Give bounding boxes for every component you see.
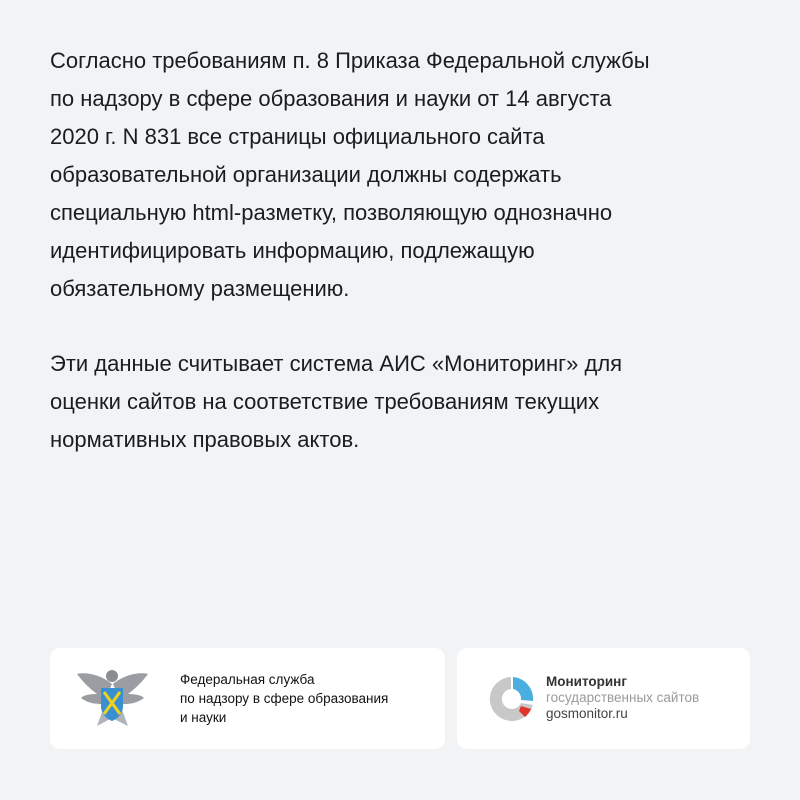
rosobrnadzor-emblem-icon (75, 664, 150, 736)
text-line: 2020 г. N 831 все страницы официального сайта (50, 124, 545, 149)
gosmonitor-text (546, 674, 699, 722)
text-line: по надзору в сфере образования и науки от 14 августа (50, 86, 612, 111)
text-line: специальную html-разметку, позволяющую однозначно (50, 200, 613, 225)
text-line: идентифицировать информацию, подлежащую (50, 238, 535, 263)
gosmonitor-url: gosmonitor.ru (546, 706, 628, 721)
rosobrnadzor-card (50, 648, 445, 749)
text-line: по надзору в сфере образования (180, 691, 389, 706)
gosmonitor-logo-icon (487, 675, 535, 723)
gosmonitor-card (457, 648, 750, 749)
text-line: оценки сайтов на соответствие требованиям текущих (50, 389, 600, 414)
gosmonitor-subtitle: государственных сайтов (546, 690, 700, 705)
requirements-paragraph (50, 42, 770, 308)
text-line: Федеральная служба (180, 672, 315, 687)
text-line: обязательному размещению. (50, 276, 350, 301)
monitoring-paragraph (50, 345, 770, 459)
text-line: образовательной организации должны содержать (50, 162, 562, 187)
text-line: Согласно требованиям п. 8 Приказа Федеральной службы (50, 48, 650, 73)
gosmonitor-title: Мониторинг (546, 674, 627, 689)
text-line: Эти данные считывает система АИС «Мониторинг» для (50, 351, 623, 376)
text-line: и науки (180, 710, 227, 725)
rosobrnadzor-name (180, 670, 388, 727)
text-line: нормативных правовых актов. (50, 427, 360, 452)
